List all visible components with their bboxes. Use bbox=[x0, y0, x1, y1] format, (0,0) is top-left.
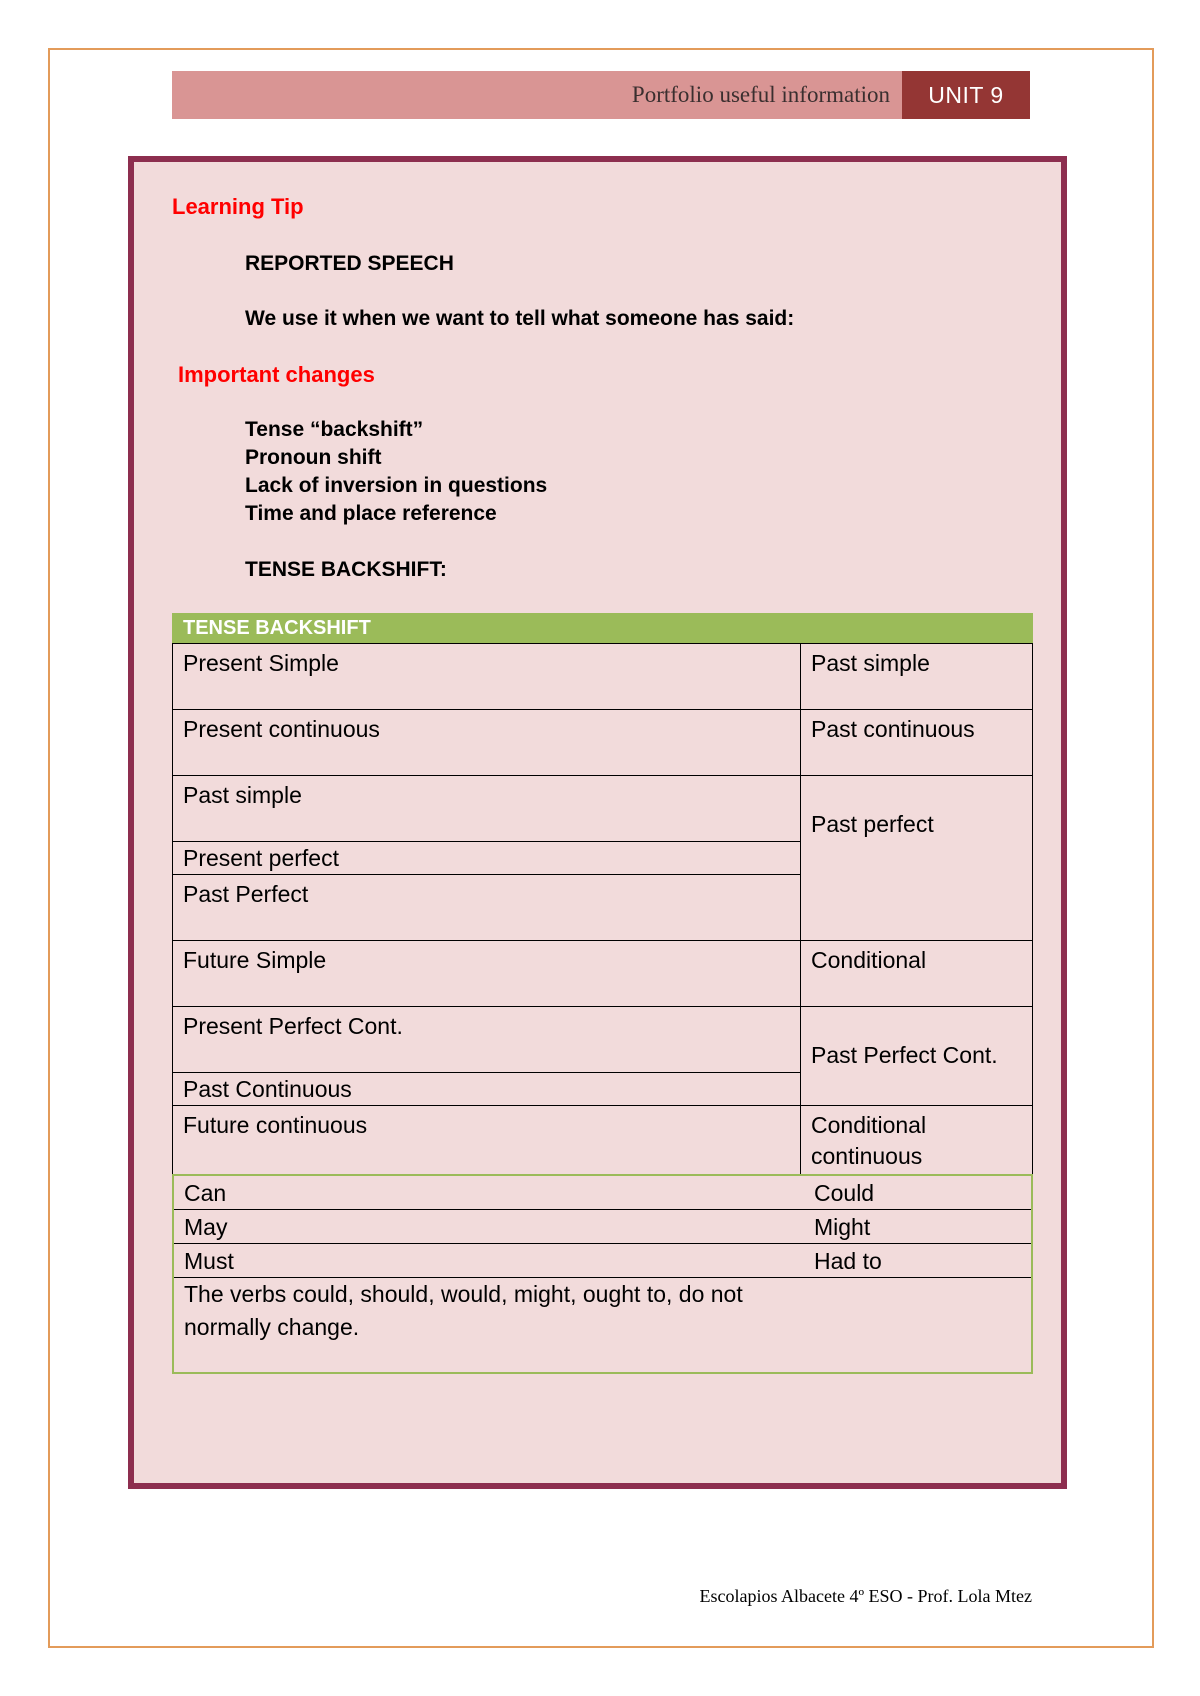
table-cell-left: Past Continuous bbox=[172, 1072, 801, 1106]
modal-verbs-block bbox=[172, 1174, 1033, 1374]
table-row bbox=[174, 1244, 1031, 1278]
learning-tip-title: Learning Tip bbox=[172, 194, 304, 219]
table-cell-left: Past Perfect bbox=[172, 874, 801, 941]
important-changes-title: Important changes bbox=[178, 362, 375, 387]
intro-text: We use it when we want to tell what someone has said: bbox=[245, 307, 795, 330]
table-cell-right: Past simple bbox=[800, 643, 1033, 710]
list-item: Pronoun shift bbox=[245, 446, 382, 469]
modal-to: Had to bbox=[814, 1248, 882, 1274]
table-cell-left: Future Simple bbox=[172, 940, 801, 1007]
backshift-label: TENSE BACKSHIFT: bbox=[245, 558, 447, 581]
table-cell-left: Future continuous bbox=[172, 1105, 801, 1175]
modal-to: Might bbox=[814, 1214, 871, 1240]
list-item: Time and place reference bbox=[245, 502, 497, 525]
table-cell-right: Past Perfect Cont. bbox=[800, 1006, 1033, 1106]
table-cell-right: Conditional continuous bbox=[800, 1105, 1033, 1175]
list-item: Tense “backshift” bbox=[245, 418, 424, 441]
table-cell-left: Present perfect bbox=[172, 841, 801, 875]
header-bar bbox=[172, 71, 1030, 119]
table-header: TENSE BACKSHIFT bbox=[172, 613, 1033, 643]
changes-list bbox=[245, 416, 547, 528]
table-cell-left: Present Simple bbox=[172, 643, 801, 710]
modal-to: Could bbox=[814, 1180, 875, 1206]
table-row bbox=[174, 1210, 1031, 1244]
list-item: Lack of inversion in questions bbox=[245, 474, 548, 497]
table-cell-right: Past perfect bbox=[800, 775, 1033, 941]
footer-text: Escolapios Albacete 4º ESO - Prof. Lola Mtez bbox=[699, 1586, 1032, 1606]
table-cell-left: Present Perfect Cont. bbox=[172, 1006, 801, 1073]
table-row bbox=[174, 1176, 1031, 1210]
section-heading: REPORTED SPEECH bbox=[245, 252, 454, 275]
table-cell-left: Present continuous bbox=[172, 709, 801, 776]
modal-from: Must bbox=[184, 1248, 234, 1274]
modal-from: Can bbox=[184, 1180, 227, 1206]
unit-badge: UNIT 9 bbox=[902, 71, 1030, 119]
table-cell-right: Past continuous bbox=[800, 709, 1033, 776]
table-cell-right: Conditional bbox=[800, 940, 1033, 1007]
modal-from: May bbox=[184, 1214, 228, 1240]
modal-note: The verbs could, should, would, might, ought to, do not normally change. bbox=[184, 1281, 743, 1340]
table-cell-left: Past simple bbox=[172, 775, 801, 842]
header-title: Portfolio useful information bbox=[631, 82, 890, 107]
